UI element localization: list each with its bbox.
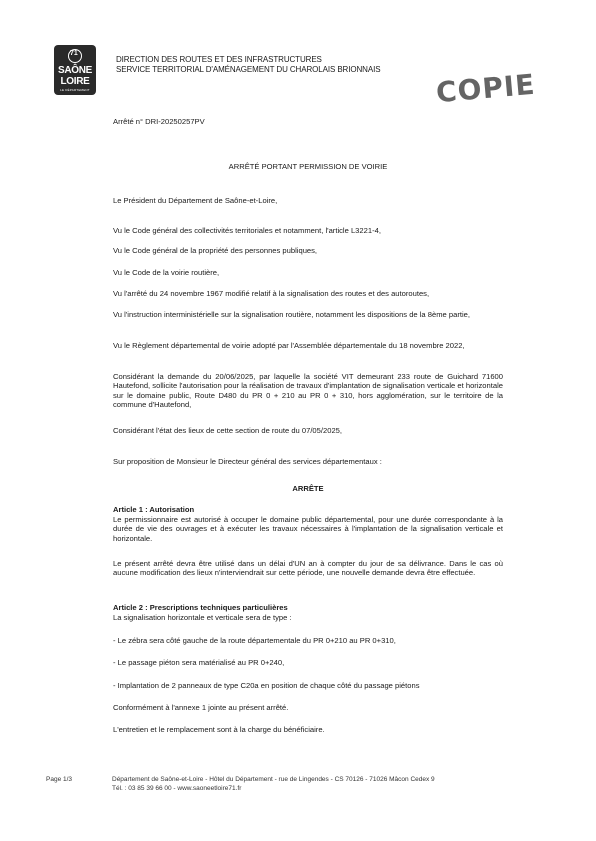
logo-line1: SAÔNE <box>57 65 93 76</box>
footer-page-number: Page 1/3 <box>46 776 73 783</box>
footer-address: Département de Saône-et-Loire - Hôtel du Département - rue de Lingendes - CS 70126 - 71026 Mâcon Cedex 9 <box>112 776 435 783</box>
vu-instruction: Vu l'instruction interministérielle sur la signalisation routière, notamment les dispositions de la 8ème partie, <box>113 310 470 319</box>
vu-code-collectivites: Vu le Code général des collectivités territoriales et notamment, l'article L3221-4, <box>113 226 381 235</box>
article2-item-passage: - Le passage piéton sera matérialisé au PR 0+240, <box>113 658 285 667</box>
arrete-heading: ARRÊTE <box>292 484 324 493</box>
president-line: Le Président du Département de Saône-et-Loire, <box>113 196 278 205</box>
header-service: SERVICE TERRITORIAL D'AMÉNAGEMENT DU CHAROLAIS BRIONNAIS <box>116 65 381 74</box>
article1-paragraph2: Le présent arrêté devra être utilisé dans un délai d'UN an à compter du jour de sa délivrance. Dans le cas où aucune modification des lieux n'interviendrait sur cette période, une nouvelle demande devra être effectuée. <box>113 559 503 578</box>
proposition-line: Sur proposition de Monsieur le Directeur général des services départementaux : <box>113 457 382 466</box>
header-direction: DIRECTION DES ROUTES ET DES INFRASTRUCTURES <box>116 55 322 64</box>
logo-number: 71 <box>70 50 78 57</box>
copie-stamp: COPIE <box>434 67 537 110</box>
logo-emblem <box>68 49 82 63</box>
document-title: ARRÊTÉ PORTANT PERMISSION DE VOIRIE <box>228 162 388 171</box>
vu-code-voirie: Vu le Code de la voirie routière, <box>113 268 220 277</box>
department-logo <box>54 45 96 95</box>
vu-code-propriete: Vu le Code général de la propriété des personnes publiques, <box>113 246 318 255</box>
vu-reglement: Vu le Règlement départemental de voirie adopté par l'Assemblée départementale du 18 novembre 2022, <box>113 341 465 350</box>
article2-item-zebra: - Le zébra sera côté gauche de la route départementale du PR 0+210 au PR 0+310, <box>113 636 396 645</box>
footer-contact: Tél. : 03 85 39 66 00 - www.saoneetloire71.fr <box>112 785 242 792</box>
article2-annexe: Conformément à l'annexe 1 jointe au présent arrêté. <box>113 703 289 712</box>
considerant-demande: Considérant la demande du 20/06/2025, par laquelle la société VIT demeurant 233 route de Guichard 71600 Hautefond, sollicite l'autorisation pour la réalisation de travaux d'implantation de signalisation verticale et horizontale sur le domaine public, Route D480 du PR 0 + 210 au PR 0 + 310, hors agglomération, sur le territoire de la commune d'Hautefond, <box>113 372 503 409</box>
article2-title: Article 2 : Prescriptions techniques particulières <box>113 603 288 612</box>
article2-entretien: L'entretien et le remplacement sont à la charge du bénéficiaire. <box>113 725 325 734</box>
article2-intro: La signalisation horizontale et verticale sera de type : <box>113 613 292 622</box>
article2-item-panneaux: - Implantation de 2 panneaux de type C20a en position de chaque côté du passage piétons <box>113 681 420 690</box>
reference-number: Arrêté n° DRI-20250257PV <box>113 117 205 126</box>
considerant-etat-lieux: Considérant l'état des lieux de cette section de route du 07/05/2025, <box>113 426 342 435</box>
article1-title: Article 1 : Autorisation <box>113 505 195 514</box>
logo-tagline: LE DÉPARTEMENT <box>60 88 90 92</box>
logo-line2: LOIRE <box>60 76 90 87</box>
article1-paragraph1: Le permissionnaire est autorisé à occuper le domaine public départemental, pour une durée correspondante à la durée de vie des ouvrages et à exécuter les travaux nécessaires à l'implantation de la signalisation verticale et horizontale. <box>113 515 503 543</box>
vu-arrete-1967: Vu l'arrêté du 24 novembre 1967 modifié relatif à la signalisation des routes et des autoroutes, <box>113 289 430 298</box>
